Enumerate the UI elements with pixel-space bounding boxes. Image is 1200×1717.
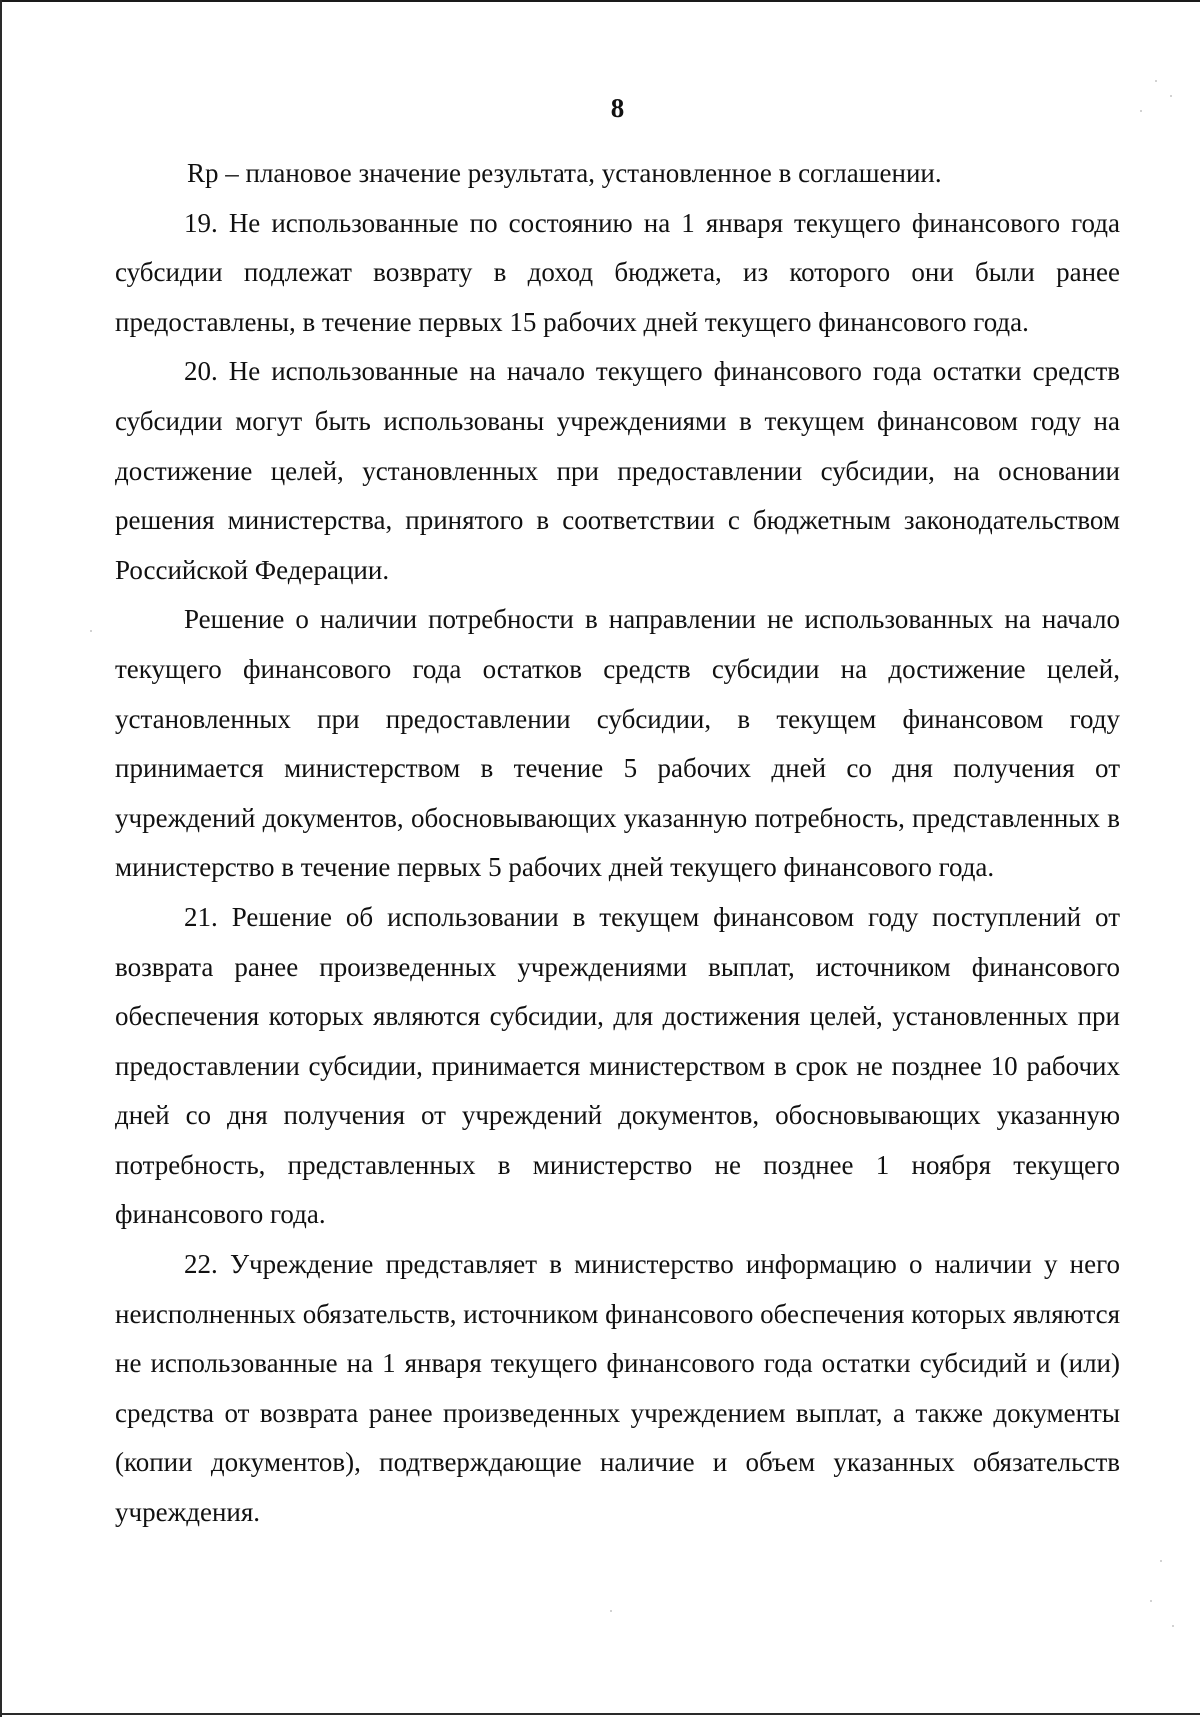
scan-edge-top <box>0 0 1200 2</box>
scan-speck <box>1170 95 1172 97</box>
scan-speck <box>1150 1600 1152 1602</box>
scan-edge-left <box>0 0 2 1717</box>
paragraph-20-decision: Решение о наличии потребности в направлении не использованных на начало текущего финансового года остатков средств субсидии на достижение целей, установленных при предоставлении субсидии, в текущем финансовом году принимается министерством в течение 5 рабочих дней со дня получения от учреждений документов, обосновывающих указанную потребность, представленных в министерство в течение первых 5 рабочих дней текущего финансового года. <box>115 604 1120 883</box>
paragraph-22: 22. Учреждение представляет в министерство информацию о наличии у него неисполненных обязательств, источником финансового обеспечения которых являются не использованные на 1 января текущего финансового года остатки субсидий и (или) средства от возврата ранее произведенных учреждением выплат, а также документы (копии документов), подтверждающие наличие и объем указанных обязательств учреждения. <box>115 1249 1120 1528</box>
paragraph-19: 19. Не использованные по состоянию на 1 января текущего финансового года субсидии подлежат возврату в доход бюджета, из которого они были ранее предоставлены, в течение первых 15 рабочих дней текущего финансового года. <box>115 207 1120 337</box>
document-body <box>115 149 1120 1538</box>
scan-speck <box>90 630 92 632</box>
scan-speck <box>610 1610 612 1612</box>
scan-speck <box>1155 80 1157 82</box>
scan-edge-bottom <box>0 1713 1200 1715</box>
paragraph-21: 21. Решение об использовании в текущем финансовом году поступлений от возврата ранее произведенных учреждениями выплат, источником финансового обеспечения которых являются субсидии, для достижения целей, установленных при предоставлении субсидии, принимается министерством в срок не позднее 10 рабочих дней со дня получения от учреждений документов, обосновывающих указанную потребность, представленных в министерство не позднее 1 ноября текущего финансового года. <box>115 901 1120 1230</box>
paragraph-rp-definition: Rp – плановое значение результата, установленное в соглашении. <box>187 158 942 188</box>
page-number: 8 <box>610 93 625 123</box>
scan-speck <box>1160 1560 1162 1562</box>
paragraph-20: 20. Не использованные на начало текущего финансового года остатки средств субсидии могут быть использованы учреждениями в текущем финансовом году на достижение целей, установленных при предоставлении субсидии, на основании решения министерства, принятого в соответствии с бюджетным законодательством Российской Федерации. <box>115 356 1120 585</box>
scan-speck <box>1172 1625 1174 1627</box>
scan-speck <box>1140 110 1142 112</box>
